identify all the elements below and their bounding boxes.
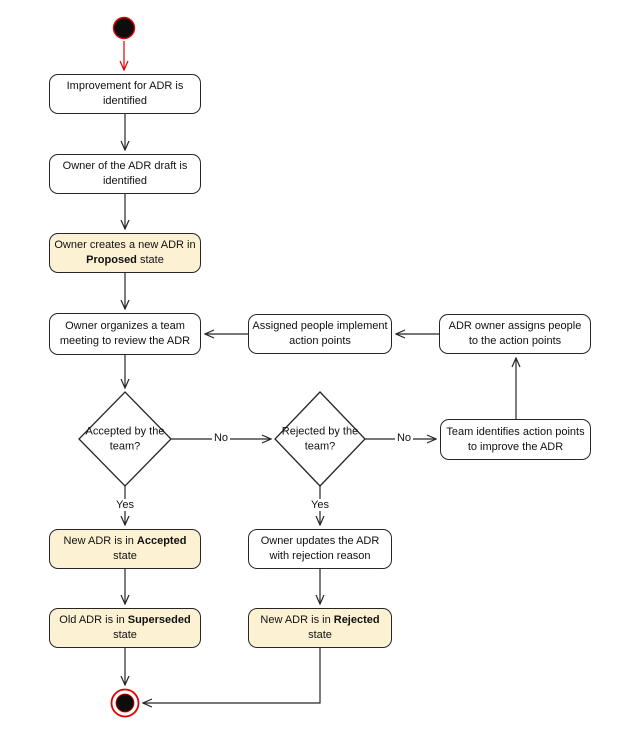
state-adr-rejected xyxy=(248,608,392,648)
edge-label-rejected-no: No xyxy=(396,431,412,444)
activity-label: Owner updates the ADR with rejection reason xyxy=(260,535,380,562)
edge-rejected-state-to-end xyxy=(143,648,320,703)
activity-label: Old ADR is in Superseded state xyxy=(59,614,191,641)
activity-label: Team identifies action points to improve the ADR xyxy=(446,425,585,453)
state-adr-superseded xyxy=(49,608,201,648)
state-adr-accepted xyxy=(49,529,201,569)
state-adr-proposed xyxy=(49,233,201,273)
activity-team-meeting xyxy=(49,313,201,355)
activity-update-adr xyxy=(248,529,392,569)
activity-label: ADR owner assigns people to the action points xyxy=(448,320,582,347)
edge-label-accepted-yes: Yes xyxy=(116,498,134,511)
activity-implement-action-points xyxy=(248,314,392,354)
initial-node xyxy=(114,18,135,39)
decision-accepted-label: Accepted by the team? xyxy=(85,425,165,452)
edge-label-accepted-no: No xyxy=(213,431,229,444)
activity-assign-people xyxy=(439,314,591,354)
edge-label-rejected-yes: Yes xyxy=(311,498,329,511)
activity-identify-action-points xyxy=(440,419,591,460)
activity-label: New ADR is in Accepted state xyxy=(63,535,187,562)
activity-improvement-identified xyxy=(49,74,201,114)
activity-label: New ADR is in Rejected state xyxy=(260,614,380,641)
final-node xyxy=(112,690,139,717)
activity-owner-identified xyxy=(49,154,201,194)
activity-label: Improvement for ADR is identified xyxy=(66,80,184,107)
activity-label: Assigned people implement action points xyxy=(252,320,388,347)
decision-rejected-label: Rejected by the team? xyxy=(281,425,359,452)
activity-label: Owner of the ADR draft is identified xyxy=(62,160,188,187)
activity-label: Owner organizes a team meeting to review the ADR xyxy=(59,320,191,347)
activity-label: Owner creates a new ADR in Proposed state xyxy=(54,239,196,266)
